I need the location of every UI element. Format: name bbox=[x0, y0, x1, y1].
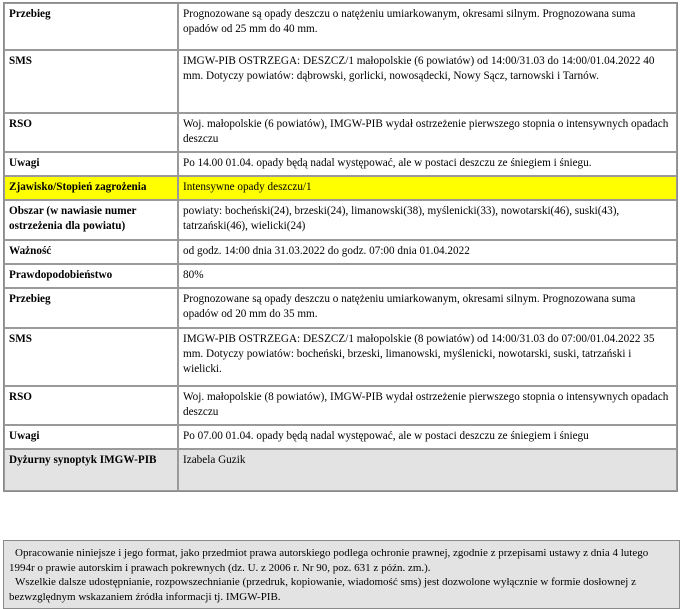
row-label: SMS bbox=[4, 328, 178, 386]
row-label: Obszar (w nawiasie numer ostrzeżenia dla powiatu) bbox=[4, 200, 178, 240]
row-label: Prawdopodobieństwo bbox=[4, 264, 178, 288]
row-label: SMS bbox=[4, 50, 178, 113]
row-label: Przebieg bbox=[4, 3, 178, 50]
copyright-footer bbox=[3, 540, 680, 609]
table-row-highlighted bbox=[4, 176, 677, 200]
table-row bbox=[4, 288, 677, 328]
row-label: Uwagi bbox=[4, 425, 178, 449]
row-value: Woj. małopolskie (8 powiatów), IMGW-PIB wydał ostrzeżenie pierwszego stopnia o intensywnych opadach deszczu bbox=[178, 386, 677, 425]
table-row bbox=[4, 50, 677, 113]
row-value: Po 07.00 01.04. opady będą nadal występować, ale w postaci deszczu ze śniegiem i śniegu bbox=[178, 425, 677, 449]
row-value: Prognozowane są opady deszczu o natężeniu umiarkowanym, okresami silnym. Prognozowana suma opadów od 25 mm do 40 mm. bbox=[178, 3, 677, 50]
row-label: Ważność bbox=[4, 240, 178, 264]
table-row bbox=[4, 240, 677, 264]
row-label: Uwagi bbox=[4, 152, 178, 176]
row-label: Przebieg bbox=[4, 288, 178, 328]
table-row bbox=[4, 264, 677, 288]
row-value: Po 14.00 01.04. opady będą nadal występować, ale w postaci deszczu ze śniegiem i śniegu. bbox=[178, 152, 677, 176]
row-value: 80% bbox=[178, 264, 677, 288]
table-row bbox=[4, 386, 677, 425]
table-row bbox=[4, 328, 677, 386]
row-value: od godz. 14:00 dnia 31.03.2022 do godz. 07:00 dnia 01.04.2022 bbox=[178, 240, 677, 264]
table-row bbox=[4, 200, 677, 240]
row-value: IMGW-PIB OSTRZEGA: DESZCZ/1 małopolskie (6 powiatów) od 14:00/31.03 do 14:00/01.04.2022 40 mm. Dotyczy powiatów: dąbrowski, gorlicki, nowosądecki, Nowy Sącz, tarnowski i Tarnów. bbox=[178, 50, 677, 113]
warning-table bbox=[3, 2, 678, 492]
row-value: Izabela Guzik bbox=[178, 449, 677, 491]
row-label: Zjawisko/Stopień zagrożenia bbox=[4, 176, 178, 200]
table-row bbox=[4, 152, 677, 176]
table-row-duty-forecaster bbox=[4, 449, 677, 491]
row-value: Intensywne opady deszczu/1 bbox=[178, 176, 677, 200]
copyright-notice: Opracowanie niniejsze i jego format, jako przedmiot prawa autorskiego podlega ochronie prawnej, zgodnie z przepisami ustawy z dnia 4 lutego 1994r o prawie autorskim i prawach pokrewnych (dz. U. z 2006 r. Nr 90, poz. 631 z późn. zm.). bbox=[9, 547, 649, 574]
row-label: RSO bbox=[4, 113, 178, 152]
row-value: IMGW-PIB OSTRZEGA: DESZCZ/1 małopolskie (8 powiatów) od 14:00/31.03 do 07:00/01.04.2022 35 mm. Dotyczy powiatów: bocheński, brzeski, limanowski, myślenicki, nowotarski, suski, tatrzański i wielicki. bbox=[178, 328, 677, 386]
table-row bbox=[4, 425, 677, 449]
row-label: Dyżurny synoptyk IMGW-PIB bbox=[4, 449, 178, 491]
redistribution-notice: Wszelkie dalsze udostępnianie, rozpowszechnianie (przedruk, kopiowanie, wiadomość sms) jest dozwolone wyłącznie w formie dosłownej z bezwzględnym wskazaniem źródła informacji tj. IMGW-PIB. bbox=[9, 576, 636, 603]
table-row bbox=[4, 113, 677, 152]
row-value: powiaty: bocheński(24), brzeski(24), limanowski(38), myślenicki(33), nowotarski(46), suski(43), tatrzański(46), wielicki(24) bbox=[178, 200, 677, 240]
row-value: Woj. małopolskie (6 powiatów), IMGW-PIB wydał ostrzeżenie pierwszego stopnia o intensywnych opadach deszczu bbox=[178, 113, 677, 152]
row-value: Prognozowane są opady deszczu o natężeniu umiarkowanym, okresami silnym. Prognozowana suma opadów od 20 mm do 35 mm. bbox=[178, 288, 677, 328]
table-row bbox=[4, 3, 677, 50]
row-label: RSO bbox=[4, 386, 178, 425]
